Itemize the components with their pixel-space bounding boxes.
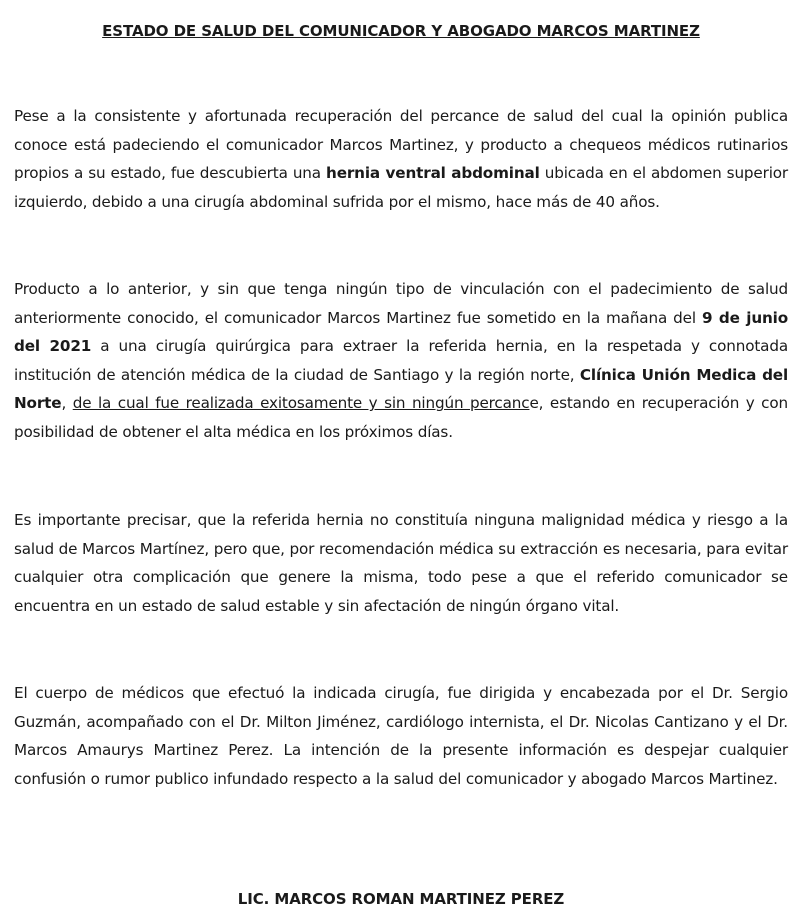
paragraph-1-text-b: ubicada en el abdomen superior izquierdo, debido a una cirugía abdominal sufrida por el mismo, hace más de 40 años. bbox=[14, 164, 788, 211]
paragraph-3: Es importante precisar, que la referida hernia no constituía ninguna malignidad médica y riesgo a la salud de Marcos Martínez, pero que, por recomendación médica su extracción es necesaria, para evitar cualquier otra complicación que genere la misma, todo pese a que el referido comunicador se encuentra en un estado de salud estable y sin afectación de ningún órgano vital. bbox=[14, 511, 788, 615]
paragraph-2-text-b: a una cirugía quirúrgica para extraer la referida hernia, en la respetada y connotada institución de atención médica de la ciudad de Santiago y la región norte, bbox=[14, 337, 788, 384]
signature-name: LIC. MARCOS ROMAN MARTINEZ PEREZ bbox=[237, 890, 565, 908]
paragraph-2 bbox=[14, 275, 788, 447]
paragraph-1 bbox=[14, 102, 788, 216]
paragraph-4: El cuerpo de médicos que efectuó la indicada cirugía, fue dirigida y encabezada por el Dr. Sergio Guzmán, acompañado con el Dr. Milton Jiménez, cardiólogo internista, el Dr. Nicolas Cantizano y el Dr. Marcos Amaurys Martinez Perez. La intención de la presente información es despejar cualquier confusión o rumor publico infundado respecto a la salud del comunicador y abogado Marcos Martinez. bbox=[14, 684, 788, 788]
paragraph-1-bold-diagnosis: hernia ventral abdominal bbox=[326, 164, 540, 183]
paragraph-2-text-a: Producto a lo anterior, y sin que tenga ningún tipo de vinculación con el padecimiento de salud anteriormente conocido, el comunicador Marcos Martinez fue sometido en la mañana del bbox=[14, 280, 788, 327]
paragraph-2-text-d: e, estando en recuperación y con posibilidad de obtener el alta médica en los próximos días. bbox=[14, 394, 788, 441]
paragraph-2-bold-clinic: Clínica Unión Medica del Norte bbox=[14, 365, 789, 413]
paragraph-2-text-c: , bbox=[61, 394, 73, 413]
paragraph-1-text-a: Pese a la consistente y afortunada recuperación del percance de salud del cual la opinión publica conoce está padeciendo el comunicador Marcos Martinez, y producto a chequeos médicos rutinarios propios a su estado, fue descubierta una bbox=[14, 107, 788, 183]
document-title: ESTADO DE SALUD DEL COMUNICADOR Y ABOGADO MARCOS MARTINEZ bbox=[102, 22, 700, 40]
paragraph-2-bold-date: 9 de junio del 2021 bbox=[14, 308, 788, 356]
paragraph-2-underlined-text: de la cual fue realizada exitosamente y sin ningún percanc bbox=[72, 394, 530, 413]
